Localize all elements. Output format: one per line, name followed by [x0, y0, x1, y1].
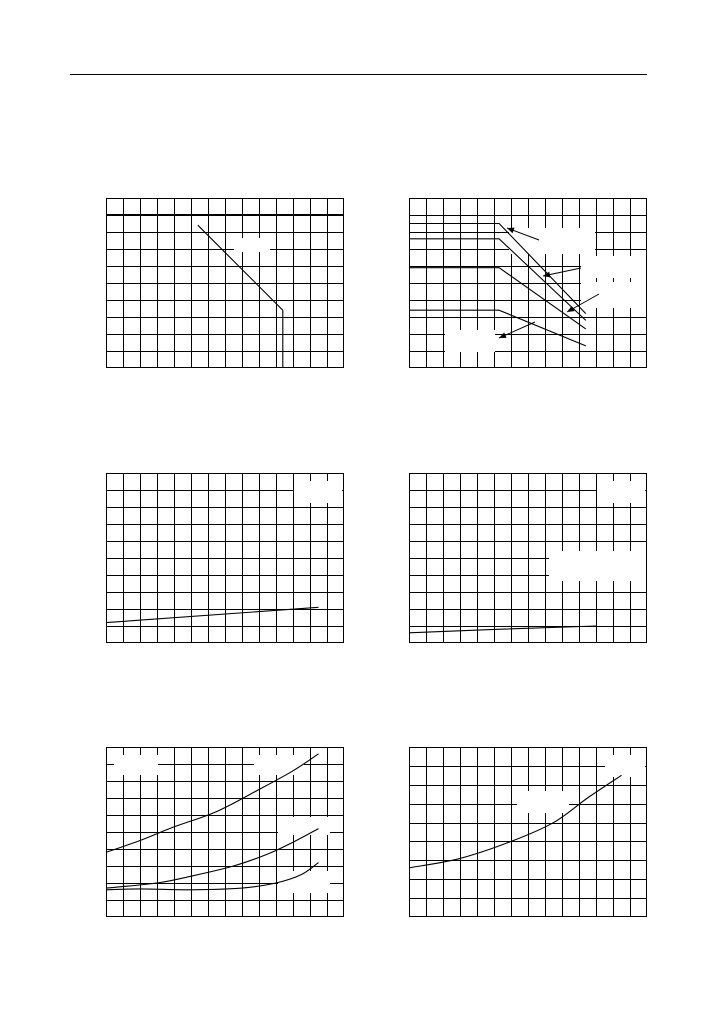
chart-6 [408, 746, 648, 917]
series-line-4 [409, 310, 586, 346]
blank-label-area [581, 282, 647, 308]
blank-label-area [278, 871, 330, 893]
plot-frame [107, 199, 344, 368]
series-line-1 [409, 775, 622, 868]
grid [106, 198, 344, 368]
chart-1 [105, 197, 345, 369]
blank-label-area [294, 481, 342, 503]
blank-label-area [517, 791, 569, 813]
blank-label-area [605, 755, 645, 777]
chart-5 [105, 746, 345, 917]
chart-2 [408, 197, 648, 369]
blank-label-area [581, 256, 647, 278]
blank-label-area [278, 817, 330, 835]
blank-label-area [597, 481, 645, 503]
chart-3 [105, 472, 345, 643]
header-rule [70, 74, 647, 75]
blank-label-area [509, 228, 595, 254]
chart-4 [408, 472, 648, 643]
series-line-3 [409, 268, 586, 329]
blank-label-area [114, 755, 158, 775]
blank-label-area [445, 330, 495, 352]
series-line-1 [409, 626, 596, 633]
blank-label-area [549, 551, 647, 581]
blank-label-area [234, 238, 270, 252]
blank-label-area [254, 755, 304, 775]
